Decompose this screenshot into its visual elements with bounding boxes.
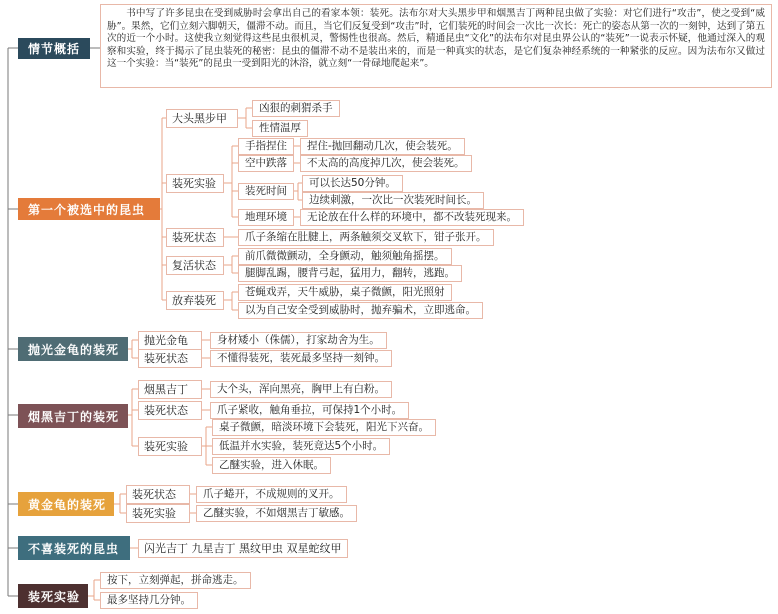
revive-detail: 前爪微微颤动，全身颤动，触须触角摇摆。 xyxy=(238,248,452,265)
node-polished-state[interactable]: 装死状态 xyxy=(138,349,202,368)
tobacco-detail: 大个头，浑向黑亮，胸甲上有白粉。 xyxy=(210,381,392,398)
exp-item[interactable]: 装死时间 xyxy=(238,183,294,200)
state-detail: 爪子条缩在肚腱上，两条触须交叉软下，钳子张开。 xyxy=(238,229,494,246)
exp-detail: 无论放在什么样的环境中，都不改装死现来。 xyxy=(300,209,524,226)
revive-detail: 腿脚乱踢，腰背弓起，猛用力，翻转，逃跑。 xyxy=(238,265,462,282)
node-dead-state[interactable]: 装死状态 xyxy=(166,228,224,247)
experiment-detail: 最多坚持几分钟。 xyxy=(100,592,198,609)
exp-detail: 不太高的高度掉几次，使会装死。 xyxy=(300,155,472,172)
trait: 性情温厚 xyxy=(252,120,308,137)
topic-label: 装死实验 xyxy=(28,589,81,604)
node-gold-exp[interactable]: 装死实验 xyxy=(126,504,190,523)
exp-item[interactable]: 手指捏住 xyxy=(238,138,294,155)
node-give-up[interactable]: 放弃装死 xyxy=(166,291,224,310)
experiment-detail: 按下，立刻弹起，拼命逃走。 xyxy=(100,572,251,589)
node-tobacco-exp[interactable]: 装死实验 xyxy=(138,437,202,456)
topic-tobacco-beetle[interactable] xyxy=(18,404,128,428)
topic-label: 不喜装死的昆虫 xyxy=(28,541,120,556)
topic-plot-summary[interactable] xyxy=(18,38,90,59)
exp-detail: 边续刺激，一次比一次装死时间长。 xyxy=(302,192,484,209)
topic-experiment[interactable] xyxy=(18,584,88,608)
topic-gold-turtle[interactable] xyxy=(18,492,114,516)
topic-label: 黄金龟的装死 xyxy=(28,497,107,512)
trait: 凶狠的刺猬杀手 xyxy=(252,100,340,117)
polished-detail: 身材矮小（侏儒），打家劫舍为生。 xyxy=(210,332,387,349)
plot-summary-text: 书中写了许多昆虫在受到威胁时会拿出自己的看家本领：装死。法布尔对大头黑步甲和烟黑吉丁两种昆虫做了实验：对它们进行“攻击”，使之受到“威胁”。果然，它们立刻六脚朝天，僵滞不动。而且，当它们反复受到“攻击”时，它们装死的时间会一次比一次长：死亡的姿态从第一次的一刻钟，达到了第五次的近一个小时。这使我立刻觉得这些昆虫很机灵，警惕性也很高。然后，精通昆虫“文化”的法布尔对昆虫界公认的“装死”一说表示怀疑，他通过深入的观察和实验，终于揭示了昆虫装死的秘密：昆虫的僵滞不动不是装出来的，而是一种真实的状态，是它们复杂神经系统的一种紧张的反应。因为法布尔又做过这一个实验：当“装死”的昆虫一受到阳光的沐浴，就立刻“一骨碌地爬起来”。 xyxy=(100,4,772,88)
topic-label: 第一个被选中的昆虫 xyxy=(28,202,146,217)
node-gold-state[interactable]: 装死状态 xyxy=(126,485,190,504)
tobacco-exp-detail: 低温并水实验，装死竟达5个小时。 xyxy=(212,438,390,455)
node-tobacco-state[interactable]: 装死状态 xyxy=(138,401,202,420)
node-polished-turtle[interactable]: 抛光金龟 xyxy=(138,331,202,350)
gold-detail: 爪子蜷开，不成规则的叉开。 xyxy=(196,486,347,503)
no-fake-death-list: 闪光吉丁 九星吉丁 黑纹甲虫 双星蛇纹甲 xyxy=(138,539,348,558)
polished-detail: 不懂得装死，装死最多坚持一刻钟。 xyxy=(210,350,392,367)
exp-item[interactable]: 地理环境 xyxy=(238,209,294,226)
exp-item[interactable]: 空中跌落 xyxy=(238,155,294,172)
node-tobacco[interactable]: 烟黑吉丁 xyxy=(138,380,202,399)
topic-polished-turtle[interactable] xyxy=(18,337,128,361)
give-up-detail: 以为自己安全受到威胁时，抛弃骗术，立即逃命。 xyxy=(238,302,483,319)
tobacco-detail: 爪子紧收，触角垂拉，可保持1个小时。 xyxy=(210,402,409,419)
give-up-detail: 苍蝇戏弄，天牛威胁，桌子微颤，阳光照射 xyxy=(238,284,452,301)
exp-detail: 可以长达50分钟。 xyxy=(302,175,403,192)
topic-label: 烟黑吉丁的装死 xyxy=(28,409,120,424)
exp-detail: 捏住-抛回翻动几次，使会装死。 xyxy=(300,138,465,155)
node-revive-state[interactable]: 复活状态 xyxy=(166,256,224,275)
tobacco-exp-detail: 乙醚实验，进入休眠。 xyxy=(212,457,331,474)
topic-label: 抛光金龟的装死 xyxy=(28,342,120,357)
topic-label: 情节概括 xyxy=(28,42,81,56)
topic-no-fake-death[interactable] xyxy=(18,536,130,560)
node-beetle[interactable]: 大头黑步甲 xyxy=(166,109,238,128)
tobacco-exp-detail: 桌子微颤，暗淡环境下会装死，阳光下兴奋。 xyxy=(212,419,436,436)
gold-detail: 乙醚实验，不如烟黑吉丁敏感。 xyxy=(196,505,357,522)
node-experiment[interactable]: 装死实验 xyxy=(166,174,224,193)
topic-first-chosen-insect[interactable] xyxy=(18,198,160,220)
